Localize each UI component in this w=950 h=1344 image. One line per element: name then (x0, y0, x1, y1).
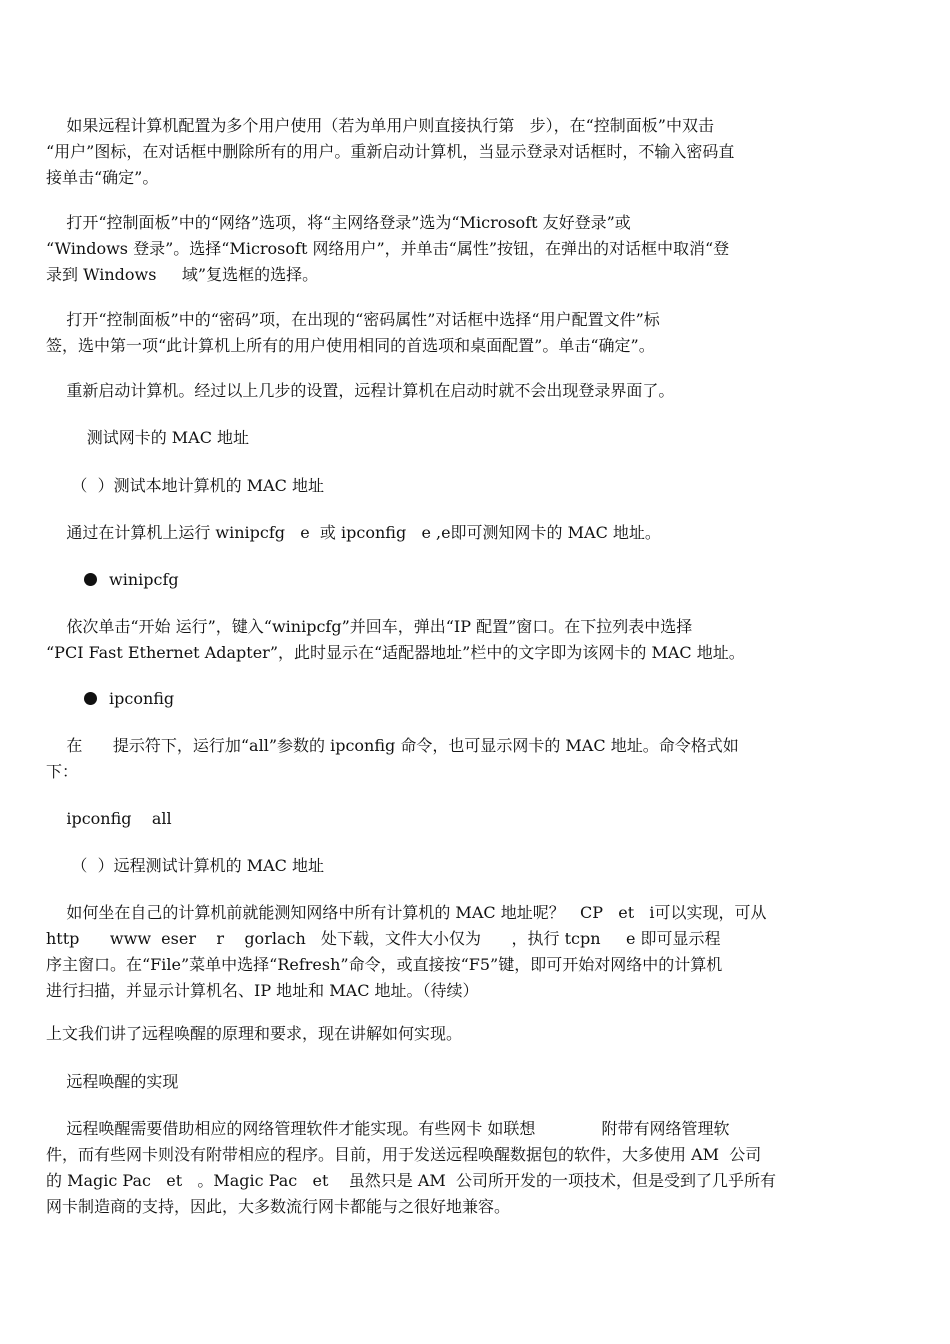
text-line: 如果远程计算机配置为多个用户使用（若为单用户则直接执行第 步），在“控制面板”中双击 (46, 116, 714, 135)
text-line: 的 Magic Pac et 。Magic Pac et 虽然只是 AM 公司所开发的一项技术，但是受到了几乎所有 (46, 1171, 776, 1190)
paragraph-delete-users (46, 113, 902, 191)
bullet-text: ipconfig (109, 689, 175, 708)
text-line: 如何坐在自己的计算机前就能测知网络中所有计算机的 MAC 地址呢？ CP et i可以实现，可从 (46, 903, 767, 922)
heading-remote-wake (46, 1069, 902, 1095)
paragraph-winipcfg-steps (46, 614, 902, 666)
paragraph-intro-wake (46, 1021, 902, 1047)
text-line: “用户”图标，在对话框中删除所有的用户。重新启动计算机，当显示登录对话框时，不输入密码直 (46, 142, 735, 161)
text-line: 网卡制造商的支持，因此，大多数流行网卡都能与之很好地兼容。 (46, 1197, 511, 1216)
command-example (46, 806, 902, 832)
paragraph-remote-wake (46, 1116, 902, 1220)
text-line: 录到 Windows 域”复选框的选择。 (46, 265, 319, 284)
text-line: 远程唤醒的实现 (46, 1072, 179, 1091)
text-line: ipconfig all (46, 809, 172, 828)
text-line: “Windows 登录”。选择“Microsoft 网络用户”，并单击“属性”按钮，在弹出的对话框中取消“登 (46, 239, 730, 258)
bullet-ipconfig (46, 686, 940, 712)
text-line: 打开“控制面板”中的“网络”选项，将“主网络登录”选为“Microsoft 友好登录”或 (46, 213, 631, 232)
paragraph-restart (46, 378, 902, 404)
text-line: 依次单击“开始 运行”，键入“winipcfg”并回车，弹出“IP 配置”窗口。在下拉列表中选择 (46, 617, 693, 636)
text-line: 重新启动计算机。经过以上几步的设置，远程计算机在启动时就不会出现登录界面了。 (46, 381, 675, 400)
text-line: 序主窗口。在“File”菜单中选择“Refresh”命令，或直接按“F5”键，即可开始对网络中的计算机 (46, 955, 723, 974)
text-line: 远程唤醒需要借助相应的网络管理软件才能实现。有些网卡 如联想 附带有网络管理软 (46, 1119, 730, 1138)
text-line: http www eser r gorlach 处下载，文件大小仅为 ，执行 tcpn e 即可显示程 (46, 929, 721, 948)
text-line: 接单击“确定”。 (46, 168, 159, 187)
subheading-remote-mac (46, 853, 902, 879)
paragraph-remote-mac (46, 900, 902, 1004)
text-line: 进行扫描，并显示计算机名、IP 地址和 MAC 地址。（待续） (46, 981, 479, 1000)
heading-test-mac (46, 425, 902, 451)
paragraph-ipconfig-steps (46, 733, 902, 785)
text-line: 在 提示符下，运行加“all”参数的 ipconfig 命令，也可显示网卡的 MAC 地址。命令格式如 (46, 736, 739, 755)
text-line: 通过在计算机上运行 winipcfg e 或 ipconfig e ,e即可测知网卡的 MAC 地址。 (46, 523, 661, 542)
text-line: “PCI Fast Ethernet Adapter”，此时显示在“适配器地址”栏中的文字即为该网卡的 MAC 地址。 (46, 643, 745, 662)
text-line: 件，而有些网卡则没有附带相应的程序。目前，用于发送远程唤醒数据包的软件，大多使用 AM 公司 (46, 1145, 762, 1164)
bullet-icon (84, 573, 97, 586)
paragraph-run-commands (46, 520, 902, 546)
bullet-text: winipcfg (109, 570, 179, 589)
text-line: （ ）远程测试计算机的 MAC 地址 (46, 856, 324, 875)
paragraph-password-settings (46, 307, 902, 359)
bullet-winipcfg (46, 567, 940, 593)
text-line: （ ）测试本地计算机的 MAC 地址 (46, 476, 324, 495)
subheading-local-mac (46, 473, 902, 499)
text-line: 上文我们讲了远程唤醒的原理和要求，现在讲解如何实现。 (46, 1024, 463, 1043)
bullet-icon (84, 692, 97, 705)
text-line: 测试网卡的 MAC 地址 (46, 428, 250, 447)
text-line: 签，选中第一项“此计算机上所有的用户使用相同的首选项和桌面配置”。单击“确定”。 (46, 336, 655, 355)
paragraph-network-login (46, 210, 902, 288)
text-line: 下： (46, 762, 79, 781)
text-line: 打开“控制面板”中的“密码”项，在出现的“密码属性”对话框中选择“用户配置文件”标 (46, 310, 660, 329)
